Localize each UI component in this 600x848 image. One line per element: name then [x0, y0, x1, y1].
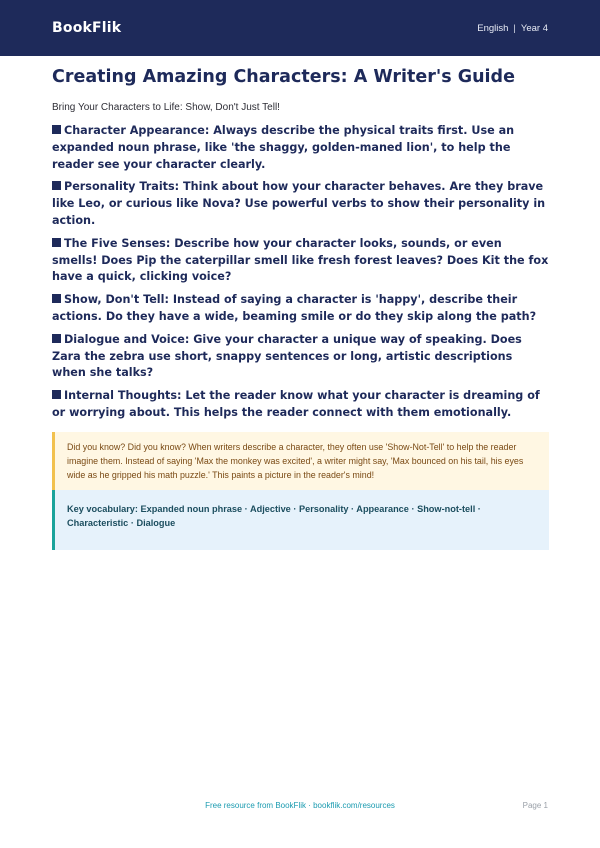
square-bullet-icon — [52, 181, 61, 190]
list-item-text: Show, Don't Tell: Instead of saying a character is 'happy', describe their actions. Do they have a wide, beaming smile or do they skip along the path? — [52, 293, 537, 323]
square-bullet-icon — [52, 294, 61, 303]
page-number: Page 1 — [522, 801, 548, 810]
brand-logo[interactable]: BookFlik — [52, 20, 122, 36]
page-footer — [0, 801, 600, 815]
year-label: Year 4 — [520, 22, 548, 34]
list-item — [52, 388, 549, 422]
list-item — [52, 179, 549, 229]
list-item — [52, 123, 549, 173]
top-banner — [0, 0, 600, 56]
did-you-know-callout: Did you know? Did you know? When writers describe a character, they often use 'Show-Not-Tell' to help the reader imagine them. Instead of saying 'Max the monkey was excited', a writer might say, 'Max bounced on his tail, his eyes wide as he gripped his math puzzle.' This paints a picture in the reader's mind! — [52, 432, 549, 490]
worksheet-content — [52, 66, 549, 550]
page-subtitle: Bring Your Characters to Life: Show, Don't Just Tell! — [52, 102, 280, 113]
page-title: Creating Amazing Characters: A Writer's Guide — [52, 67, 515, 87]
list-item — [52, 332, 549, 382]
square-bullet-icon — [52, 238, 61, 247]
subject-label: English — [477, 22, 509, 34]
list-item-text: Character Appearance: Always describe the physical traits first. Use an expanded noun phrase, like 'the shaggy, golden-maned lion', to help the reader see your character clearly. — [52, 124, 515, 171]
list-item-text: Personality Traits: Think about how your character behaves. Are they brave like Leo, or curious like Nova? Use powerful verbs to show their personality in action. — [52, 180, 546, 227]
list-item — [52, 292, 549, 326]
footer-credit-link[interactable]: Free resource from BookFlik · bookflik.com/resources — [205, 801, 395, 810]
meta-separator: | — [513, 22, 516, 34]
tips-list — [52, 123, 549, 422]
list-item — [52, 236, 549, 286]
subject-year — [477, 23, 548, 34]
list-item-text: Dialogue and Voice: Give your character a unique way of speaking. Does Zara the zebra use short, snappy sentences or long, artistic descriptions when she talks? — [52, 332, 522, 380]
square-bullet-icon — [52, 390, 61, 399]
square-bullet-icon — [52, 334, 61, 343]
list-item-text: Internal Thoughts: Let the reader know what your character is dreaming of or worrying about. This helps the reader connect with them emotionally. — [52, 389, 540, 419]
key-vocabulary-box: Key vocabulary: Expanded noun phrase · Adjective · Personality · Appearance · Show-not-tell · Characteristic · Dialogue — [52, 490, 549, 550]
square-bullet-icon — [52, 125, 61, 134]
list-item-text: The Five Senses: Describe how your character looks, sounds, or even smells! Does Pip the caterpillar smell like fresh forest leaves? Does Kit the fox have a quick, clicking voice? — [52, 236, 549, 284]
